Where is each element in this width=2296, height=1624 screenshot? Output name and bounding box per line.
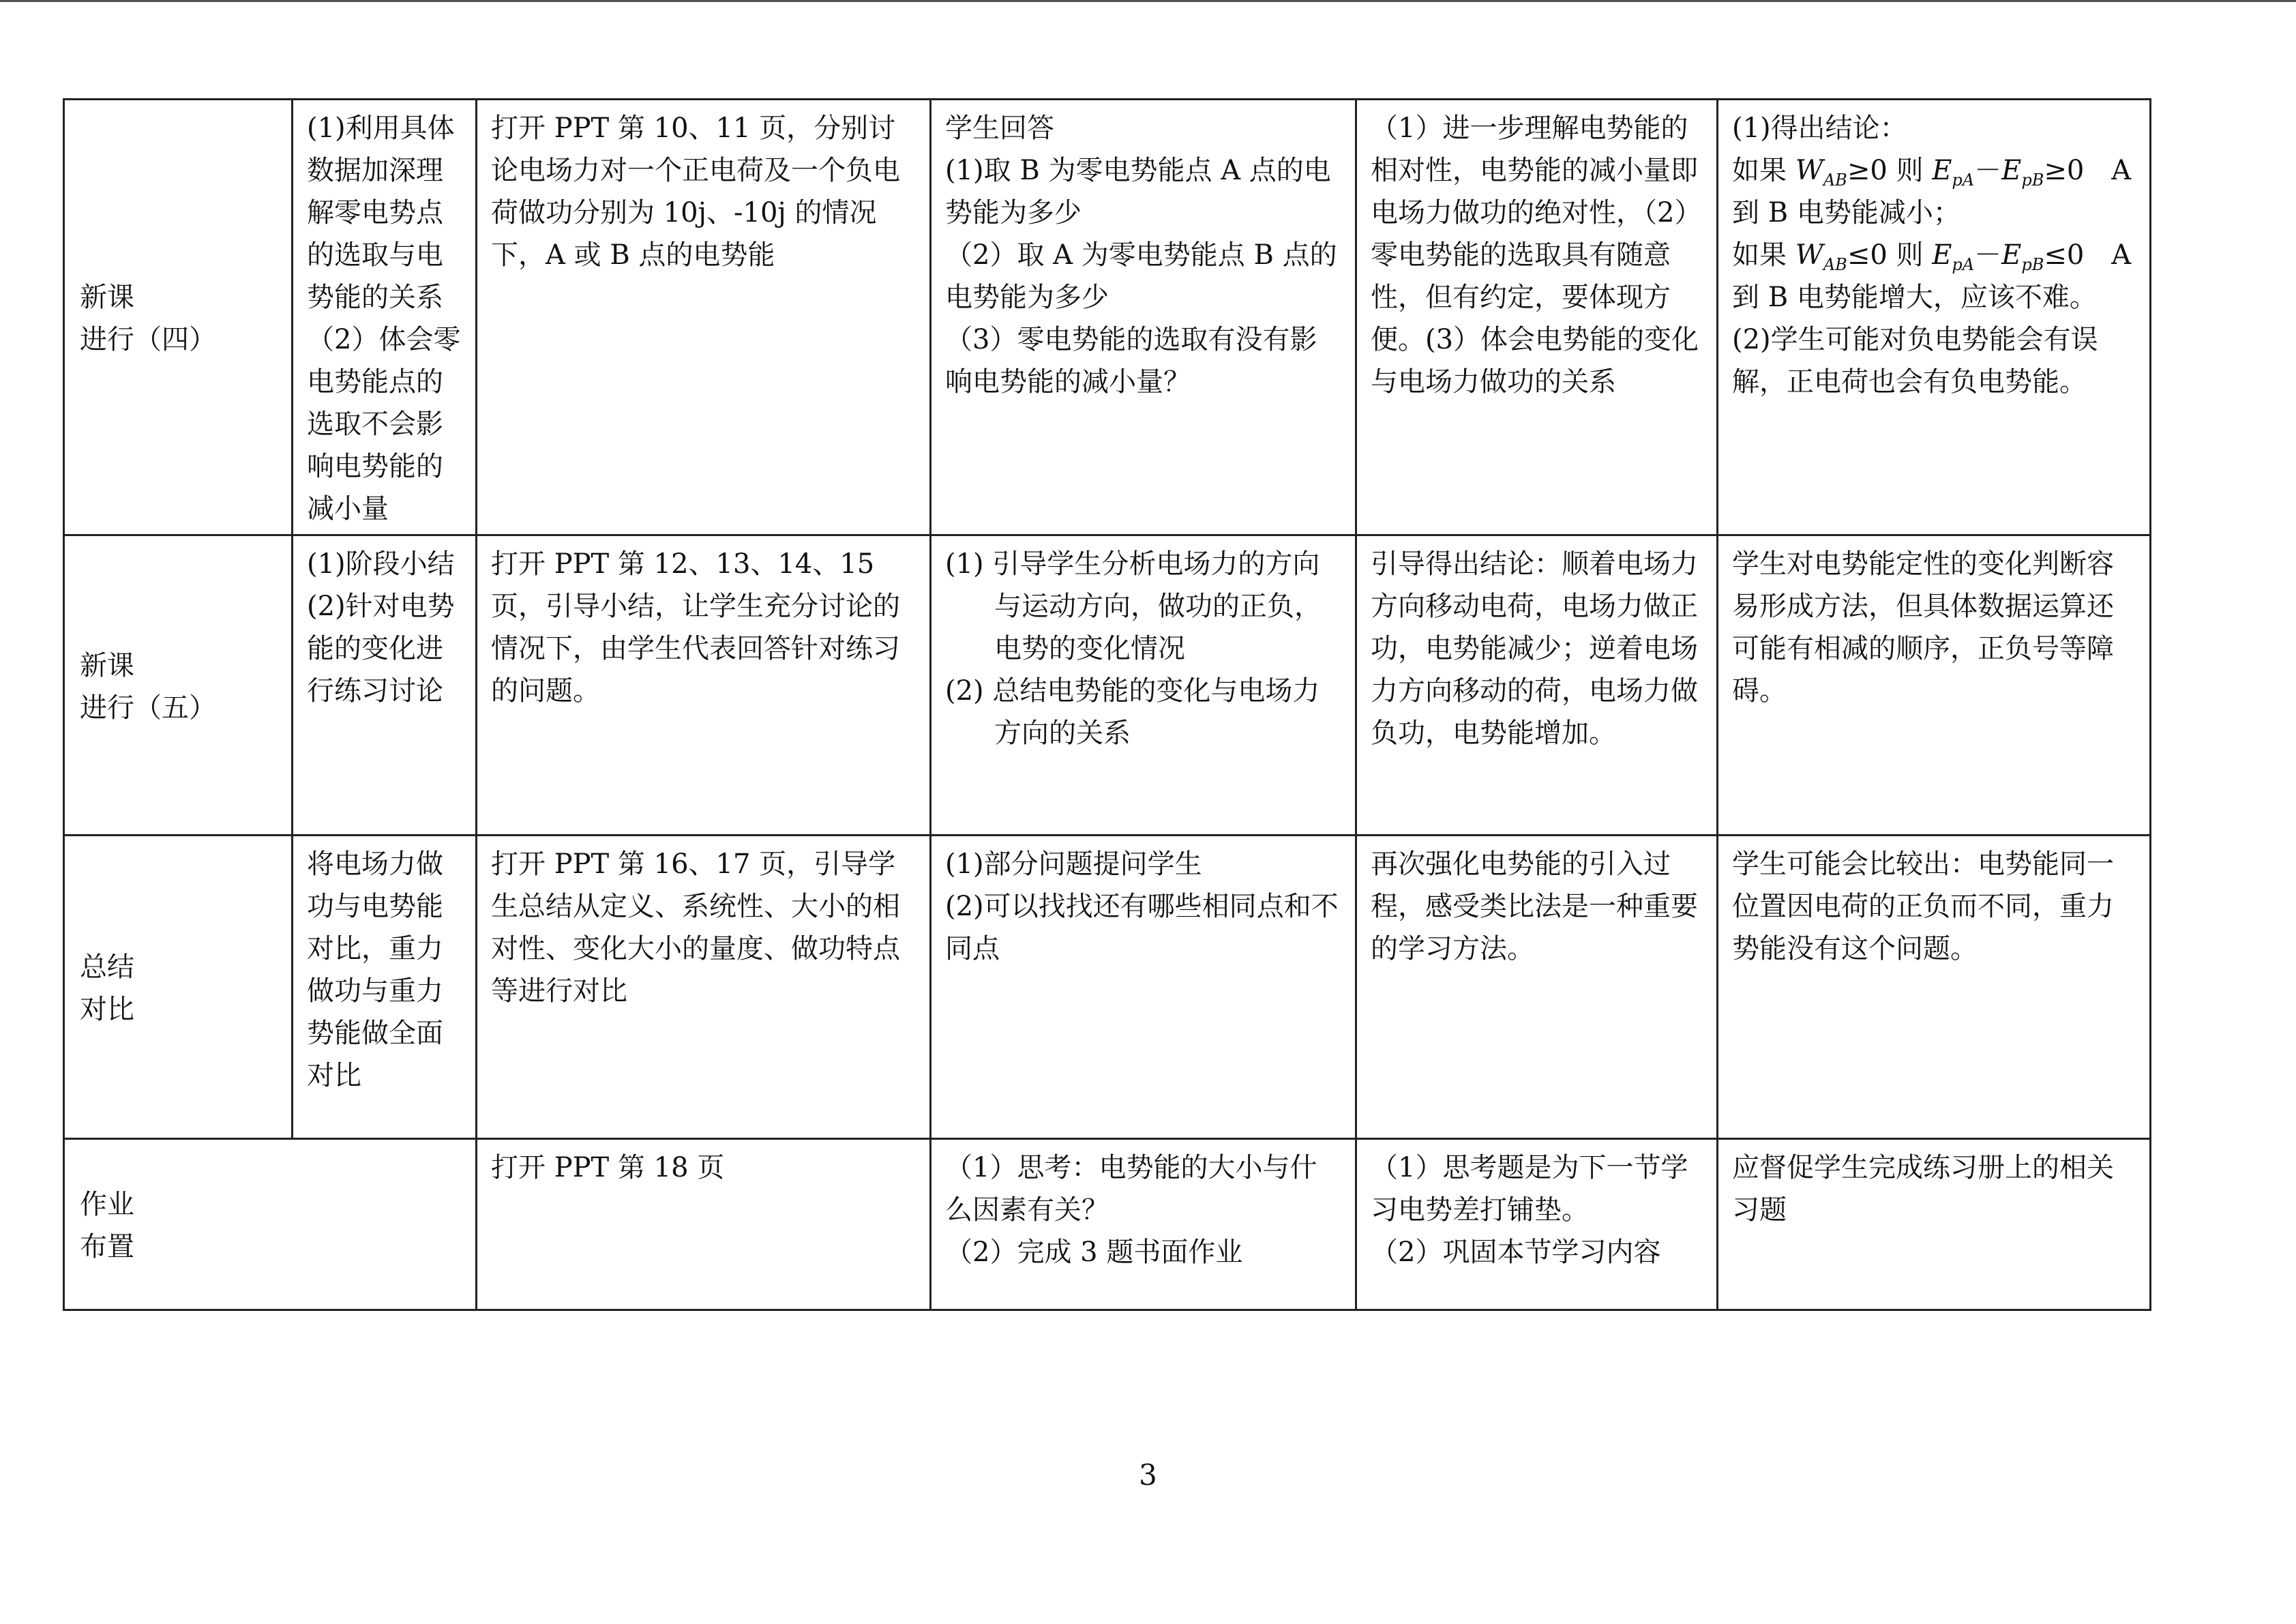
notes-text: 学生可能会比较出：电势能同一位置因电荷的正负而不同，重力势能没有这个问题。 [1732,848,2114,964]
stage-line: 作业 [80,1189,134,1220]
energy-symbol: E [2001,239,2022,271]
notes-cell [1718,1139,2151,1310]
energy-symbol: E [1932,155,1952,186]
page-top-border [0,0,2296,2]
teacher-activity-text: 打开 PPT 第 16、17 页，引导学生总结从定义、系统性、大小的相对性、变化大小的量度、做功特点等进行对比 [491,848,900,1007]
teacher-activity-cell [477,836,931,1139]
student-activity-line: （1）思考：电势能的大小与什么因素有关？ [945,1152,1317,1226]
notes-text: ≥0 则 [1847,155,1933,186]
notes-text: 如果 [1732,155,1795,186]
notes-line: (2)学生可能对负电势能会有误解，正电荷也会有负电势能。 [1732,324,2098,398]
energy-subscript: pA [1952,171,1975,190]
stage-line: 总结 [80,951,134,983]
notes-text: 学生对电势能定性的变化判断容易形成方法，但具体数据运算还可能有相减的顺序，正负号等障碍。 [1732,548,2114,707]
work-symbol: W [1795,239,1823,271]
stage-cell [64,1139,477,1310]
stage-line: 进行（五） [80,692,216,724]
table-row [64,836,2151,1139]
goal-text: (1)利用具体数据加深理解零电势点的选取与电势能的关系（2）体会零电势能点的选取不会影响电势能的减小量 [307,113,461,525]
lesson-plan-table [63,98,2151,1311]
minus-sign: － [1974,155,2002,186]
design-intent-cell [1356,1139,1718,1310]
student-activity-cell [931,535,1356,836]
stage-cell [64,535,293,836]
goal-cell [293,100,477,535]
notes-formula-line [1732,149,2137,234]
stage-line: 新课 [80,649,134,681]
student-activity-cell [931,836,1356,1139]
stage-cell [64,836,293,1139]
design-intent-text: （1）进一步理解电势能的相对性，电势能的减小量即电场力做功的绝对性，（2）零电势能的选取具有随意性，但有约定，要体现方便。(3）体会电势能的变化与电场力做功的关系 [1371,113,1702,398]
design-intent-line: （1）思考题是为下一节学习电势差打铺垫。 [1371,1152,1688,1226]
teacher-activity-cell [477,535,931,836]
goal-text: (1)阶段小结 [307,548,455,580]
student-activity-line: (1) 引导学生分析电场力的方向与运动方向，做功的正负，电势的变化情况 [945,548,1322,664]
design-intent-text: 引导得出结论：顺着电场力方向移动电荷，电场力做正功，电势能减少；逆着电场力方向移动的荷，电场力做负功，电势能增加。 [1371,548,1698,749]
notes-text: ≤0 A 到 B 电势能增大，应该不难。 [1732,239,2132,313]
notes-cell [1718,100,2151,535]
teacher-activity-text: 打开 PPT 第 10、11 页，分别讨论电场力对一个正电荷及一个负电荷做功分别为 10j、-10j 的情况下，A 或 B 点的电势能 [491,113,900,271]
teacher-activity-cell [477,100,931,535]
goal-cell [293,535,477,836]
energy-subscript: pB [2021,171,2044,190]
student-activity-line: (2)可以找找还有哪些相同点和不同点 [945,891,1339,964]
stage-cell [64,100,293,535]
energy-subscript: pB [2021,255,2044,274]
student-activity-line: （3）零电势能的选取有没有影响电势能的减小量？ [945,324,1317,398]
teacher-activity-text: 打开 PPT 第 12、13、14、15 页，引导小结，让学生充分讨论的情况下，由学生代表回答针对练习的问题。 [491,548,900,707]
design-intent-text: 再次强化电势能的引入过程，感受类比法是一种重要的学习方法。 [1371,848,1698,964]
student-activity-line: （2）完成 3 题书面作业 [945,1237,1243,1268]
goal-cell [293,836,477,1139]
notes-text: ≤0 则 [1847,239,1933,271]
stage-line: 布置 [80,1231,134,1263]
design-intent-cell [1356,100,1718,535]
table-row [64,100,2151,535]
design-intent-cell [1356,836,1718,1139]
table-row [64,1139,2151,1310]
student-activity-cell [931,100,1356,535]
teacher-activity-cell [477,1139,931,1310]
notes-text: 应督促学生完成练习册上的相关习题 [1732,1152,2114,1226]
energy-subscript: pA [1952,255,1975,274]
student-activity-line: 学生回答 [945,113,1054,144]
stage-line: 对比 [80,994,134,1025]
energy-symbol: E [1932,239,1952,271]
design-intent-cell [1356,535,1718,836]
energy-symbol: E [2001,155,2022,186]
teacher-activity-text: 打开 PPT 第 18 页 [491,1152,725,1183]
student-activity-line: （2）取 A 为零电势能点 B 点的电势能为多少 [945,239,1337,313]
student-activity-line: (1)取 B 为零电势能点 A 点的电势能为多少 [945,155,1331,228]
notes-text: ≥0 A 到 B 电势能减小； [1732,155,2132,228]
stage-line: 进行（四） [80,324,216,355]
table-row [64,535,2151,836]
student-activity-line: (2) 总结电势能的变化与电场力方向的关系 [945,675,1320,749]
student-activity-line: (1)部分问题提问学生 [945,848,1202,880]
notes-text: 如果 [1732,239,1795,271]
design-intent-line: （2）巩固本节学习内容 [1371,1237,1661,1268]
page-number: 3 [1139,1458,1157,1492]
notes-cell [1718,836,2151,1139]
stage-line: 新课 [80,282,134,313]
goal-text: (2)针对电势能的变化进行练习讨论 [307,591,455,707]
work-symbol: W [1795,155,1823,186]
notes-formula-line [1732,234,2137,319]
minus-sign: － [1974,239,2002,271]
work-subscript: AB [1823,255,1847,274]
student-activity-cell [931,1139,1356,1310]
work-subscript: AB [1823,171,1847,190]
goal-text: 将电场力做功与电势能对比，重力做功与重力势能做全面对比 [307,848,443,1091]
notes-cell [1718,535,2151,836]
notes-line: (1)得出结论： [1732,113,1907,144]
